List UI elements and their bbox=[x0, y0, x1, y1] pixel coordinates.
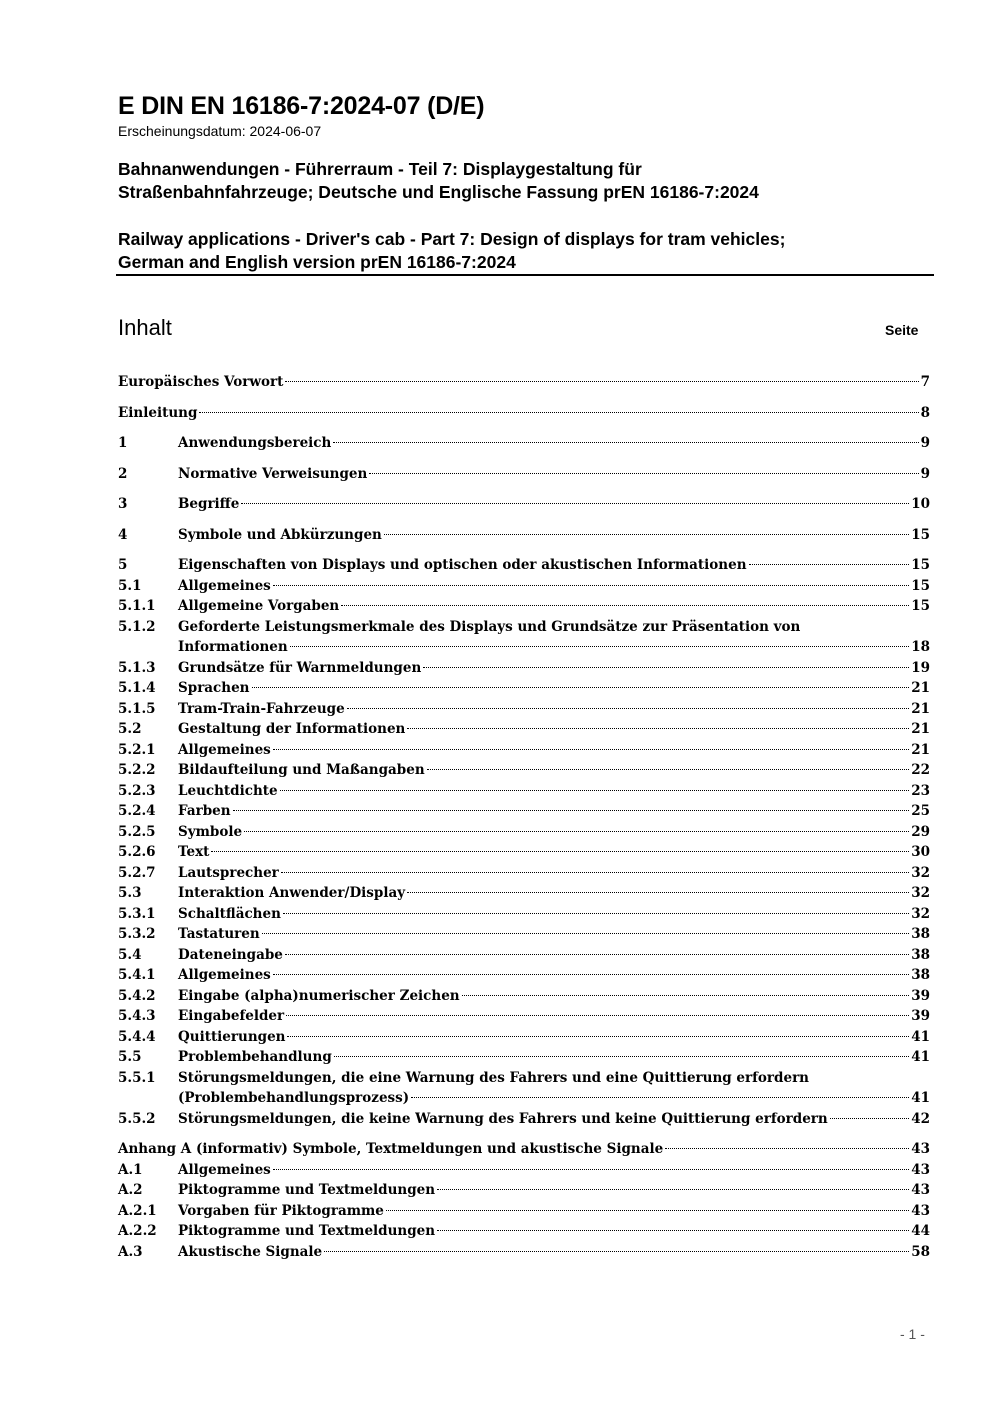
toc-entry-number: A.2 bbox=[118, 1182, 143, 1198]
toc-dot-leader bbox=[286, 1015, 909, 1016]
title-divider bbox=[116, 274, 934, 276]
toc-entry-number: 5.2.1 bbox=[118, 741, 156, 758]
toc-dot-leader bbox=[665, 1148, 909, 1149]
toc-entry-page: 43 bbox=[911, 1141, 930, 1157]
title-english-line-2: German and English version prEN 16186-7:2024 bbox=[118, 252, 516, 272]
toc-entry-number: 3 bbox=[118, 496, 128, 512]
toc-entry-page: 15 bbox=[911, 577, 930, 594]
toc-dot-leader bbox=[290, 646, 910, 647]
toc-entry-page: 21 bbox=[911, 680, 930, 696]
toc-entry-page: 9 bbox=[920, 465, 930, 482]
toc-dot-leader bbox=[407, 728, 909, 729]
toc-entry-label: Piktogramme und Textmeldungen bbox=[178, 1223, 436, 1239]
toc-entry-label: Störungsmeldungen, die keine Warnung des Fahrers und keine Quittierung erfordern bbox=[178, 1110, 828, 1127]
toc-entry-number: A.1 bbox=[118, 1161, 143, 1178]
toc-dot-leader bbox=[749, 564, 910, 565]
table-of-contents bbox=[118, 372, 930, 1262]
toc-entry-number: 5.5.1 bbox=[118, 1069, 156, 1086]
toc-entry-label: Text bbox=[178, 844, 210, 860]
title-english-line-1: Railway applications - Driver's cab - Part 7: Design of displays for tram vehicles; bbox=[118, 229, 786, 249]
toc-entry-label: Dateneingabe bbox=[178, 946, 283, 963]
toc-entry[interactable] bbox=[118, 433, 930, 454]
toc-entry[interactable] bbox=[118, 945, 930, 966]
toc-dot-leader bbox=[273, 974, 909, 975]
toc-entry-page: 41 bbox=[911, 1049, 930, 1065]
toc-dot-leader bbox=[333, 442, 918, 443]
toc-dot-leader bbox=[347, 708, 910, 709]
toc-entry[interactable] bbox=[118, 1201, 930, 1222]
toc-entry-page: 21 bbox=[911, 700, 930, 717]
page-number: - 1 - bbox=[900, 1326, 925, 1342]
toc-entry-page: 18 bbox=[911, 639, 930, 655]
toc-entry[interactable] bbox=[118, 1068, 930, 1109]
toc-dot-leader bbox=[285, 954, 909, 955]
toc-entry-page: 38 bbox=[911, 926, 930, 942]
toc-dot-leader bbox=[830, 1118, 909, 1119]
toc-entry-page: 39 bbox=[911, 987, 930, 1004]
toc-entry-number: 5.3 bbox=[118, 885, 142, 901]
toc-entry-number: 5.1.1 bbox=[118, 598, 156, 614]
toc-entry[interactable] bbox=[118, 1242, 930, 1263]
toc-entry-number: 5.1.2 bbox=[118, 618, 156, 635]
toc-entry[interactable] bbox=[118, 1109, 930, 1130]
toc-dot-leader bbox=[283, 913, 909, 914]
toc-entry-label: Schaltflächen bbox=[178, 905, 281, 922]
toc-entry-number: 5 bbox=[118, 557, 128, 573]
title-english bbox=[118, 228, 918, 274]
toc-entry-page: 43 bbox=[911, 1182, 930, 1198]
toc-entry[interactable] bbox=[118, 1027, 930, 1048]
toc-entry-number: A.2.2 bbox=[118, 1223, 157, 1239]
toc-entry-number: 5.4 bbox=[118, 946, 142, 963]
toc-page-column-label: Seite bbox=[885, 322, 919, 338]
toc-entry[interactable] bbox=[118, 822, 930, 843]
toc-entry-number: A.3 bbox=[118, 1243, 143, 1260]
toc-entry-number: 5.2.3 bbox=[118, 782, 156, 799]
toc-entry-page: 9 bbox=[920, 435, 930, 451]
toc-dot-leader bbox=[287, 1036, 909, 1037]
title-german bbox=[118, 158, 918, 204]
toc-entry-label: Eingabefelder bbox=[178, 1008, 285, 1024]
toc-entry-label-continued: (Problembehandlungsprozess) bbox=[178, 1090, 410, 1106]
toc-entry-number: 5.5 bbox=[118, 1049, 142, 1065]
toc-dot-leader bbox=[241, 503, 909, 504]
toc-entry-page: 21 bbox=[911, 741, 930, 758]
toc-entry-page: 32 bbox=[911, 885, 930, 901]
title-german-line-2: Straßenbahnfahrzeuge; Deutsche und Englische Fassung prEN 16186-7:2024 bbox=[118, 182, 759, 202]
toc-entry-page: 23 bbox=[911, 782, 930, 799]
toc-entry-page: 15 bbox=[911, 598, 930, 614]
toc-entry[interactable] bbox=[118, 965, 930, 986]
toc-entry[interactable] bbox=[118, 678, 930, 699]
toc-entry-page: 58 bbox=[911, 1243, 930, 1260]
toc-entry-label: Störungsmeldungen, die eine Warnung des Fahrers und eine Quittierung erfordern bbox=[178, 1069, 809, 1086]
toc-dot-leader bbox=[423, 667, 909, 668]
toc-dot-leader bbox=[462, 995, 910, 996]
toc-entry[interactable] bbox=[118, 781, 930, 802]
toc-entry-number: 5.4.2 bbox=[118, 987, 156, 1004]
toc-entry[interactable] bbox=[118, 1139, 930, 1160]
toc-entry[interactable] bbox=[118, 719, 930, 740]
toc-dot-leader bbox=[386, 1210, 909, 1211]
toc-entry-number: 5.3.1 bbox=[118, 905, 156, 922]
toc-dot-leader bbox=[262, 933, 910, 934]
toc-dot-leader bbox=[427, 769, 910, 770]
toc-entry-label: Allgemeine Vorgaben bbox=[178, 598, 340, 614]
toc-dot-leader bbox=[273, 1169, 909, 1170]
toc-heading: Inhalt bbox=[118, 315, 172, 340]
toc-entry[interactable] bbox=[118, 1047, 930, 1068]
toc-entry-label: Gestaltung der Informationen bbox=[178, 721, 406, 737]
toc-entry[interactable] bbox=[118, 924, 930, 945]
toc-entry[interactable] bbox=[118, 1160, 930, 1181]
toc-entry-label: Farben bbox=[178, 803, 231, 819]
toc-entry-page: 32 bbox=[911, 905, 930, 922]
toc-dot-leader bbox=[407, 892, 909, 893]
toc-entry-page: 22 bbox=[911, 762, 930, 778]
toc-dot-leader bbox=[280, 790, 910, 791]
toc-entry-number: 5.3.2 bbox=[118, 926, 156, 942]
toc-entry-page: 19 bbox=[911, 659, 930, 676]
toc-entry-label: Interaktion Anwender/Display bbox=[178, 885, 406, 901]
toc-entry-label: Vorgaben für Piktogramme bbox=[178, 1202, 384, 1219]
document-id: E DIN EN 16186-7:2024-07 (D/E) bbox=[118, 92, 485, 120]
toc-entry[interactable] bbox=[118, 842, 930, 863]
toc-entry-page: 29 bbox=[911, 823, 930, 840]
toc-dot-leader bbox=[233, 810, 910, 811]
toc-entry-number: 5.2.4 bbox=[118, 803, 156, 819]
toc-entry[interactable] bbox=[118, 403, 930, 424]
toc-entry-number: 5.2 bbox=[118, 721, 142, 737]
toc-dot-leader bbox=[199, 412, 918, 413]
toc-dot-leader bbox=[252, 687, 910, 688]
toc-entry-label: Grundsätze für Warnmeldungen bbox=[178, 659, 422, 676]
toc-entry[interactable] bbox=[118, 596, 930, 617]
toc-entry[interactable] bbox=[118, 883, 930, 904]
toc-entry-page: 15 bbox=[911, 526, 930, 543]
toc-dot-leader bbox=[384, 534, 909, 535]
toc-entry-number: 2 bbox=[118, 465, 128, 482]
toc-entry-label: Leuchtdichte bbox=[178, 782, 278, 799]
toc-entry[interactable] bbox=[118, 555, 930, 576]
toc-entry-label: Anhang A (informativ) Symbole, Textmeldungen und akustische Signale bbox=[118, 1141, 664, 1157]
toc-entry-label: Eingabe (alpha)numerischer Zeichen bbox=[178, 987, 460, 1004]
toc-entry-label: Quittierungen bbox=[178, 1028, 286, 1045]
publication-date: Erscheinungsdatum: 2024-06-07 bbox=[118, 123, 322, 139]
toc-entry-label: Lautsprecher bbox=[178, 864, 279, 881]
toc-entry-page: 38 bbox=[911, 967, 930, 983]
toc-entry-number: 5.2.2 bbox=[118, 762, 156, 778]
toc-entry[interactable] bbox=[118, 525, 930, 546]
title-german-line-1: Bahnanwendungen - Führerraum - Teil 7: Displaygestaltung für bbox=[118, 159, 642, 179]
toc-entry-page: 25 bbox=[911, 803, 930, 819]
toc-entry-page: 39 bbox=[911, 1008, 930, 1024]
toc-entry-label: Begriffe bbox=[178, 496, 240, 512]
toc-entry-number: 5.4.1 bbox=[118, 967, 156, 983]
toc-entry-page: 41 bbox=[911, 1028, 930, 1045]
toc-entry-page: 8 bbox=[920, 404, 930, 421]
toc-entry[interactable] bbox=[118, 986, 930, 1007]
toc-entry-label: Einleitung bbox=[118, 404, 198, 421]
toc-entry[interactable] bbox=[118, 372, 930, 393]
toc-entry-label: Allgemeines bbox=[178, 967, 271, 983]
toc-dot-leader bbox=[341, 605, 909, 606]
toc-entry-label: Sprachen bbox=[178, 680, 250, 696]
toc-entry-number: 5.2.6 bbox=[118, 844, 156, 860]
toc-entry-label: Akustische Signale bbox=[178, 1243, 323, 1260]
toc-entry[interactable] bbox=[118, 863, 930, 884]
toc-entry-number: 4 bbox=[118, 526, 128, 543]
toc-dot-leader bbox=[273, 749, 909, 750]
toc-dot-leader bbox=[437, 1230, 909, 1231]
toc-entry-number: 1 bbox=[118, 435, 128, 451]
toc-dot-leader bbox=[273, 585, 909, 586]
toc-entry-page: 44 bbox=[911, 1223, 930, 1239]
toc-entry-number: 5.1.4 bbox=[118, 680, 156, 696]
toc-dot-leader bbox=[437, 1189, 909, 1190]
toc-entry-number: 5.1.3 bbox=[118, 659, 156, 676]
toc-dot-leader bbox=[211, 851, 909, 852]
toc-entry-page: 42 bbox=[911, 1110, 930, 1127]
toc-entry-label: Piktogramme und Textmeldungen bbox=[178, 1182, 436, 1198]
toc-entry[interactable] bbox=[118, 1221, 930, 1242]
toc-entry[interactable] bbox=[118, 740, 930, 761]
toc-entry-page: 43 bbox=[911, 1161, 930, 1178]
toc-entry-number: 5.1 bbox=[118, 577, 142, 594]
toc-dot-leader bbox=[281, 872, 909, 873]
toc-entry-label: Symbole bbox=[178, 823, 243, 840]
toc-entry-label: Tastaturen bbox=[178, 926, 260, 942]
toc-entry[interactable] bbox=[118, 760, 930, 781]
toc-dot-leader bbox=[411, 1097, 909, 1098]
toc-entry-page: 15 bbox=[911, 557, 930, 573]
toc-entry[interactable] bbox=[118, 494, 930, 515]
toc-entry[interactable] bbox=[118, 1180, 930, 1201]
toc-entry-number: 5.2.5 bbox=[118, 823, 156, 840]
toc-entry-number: 5.2.7 bbox=[118, 864, 156, 881]
toc-entry-number: 5.4.3 bbox=[118, 1008, 156, 1024]
toc-entry[interactable] bbox=[118, 904, 930, 925]
toc-entry[interactable] bbox=[118, 658, 930, 679]
toc-entry-page: 41 bbox=[911, 1090, 930, 1106]
toc-entry-page: 30 bbox=[911, 844, 930, 860]
toc-entry-number: A.2.1 bbox=[118, 1202, 157, 1219]
toc-entry-label: Symbole und Abkürzungen bbox=[178, 526, 382, 543]
toc-entry-label: Allgemeines bbox=[178, 741, 271, 758]
toc-dot-leader bbox=[285, 381, 918, 382]
toc-entry-label-continued: Informationen bbox=[178, 639, 288, 655]
toc-entry-label: Tram-Train-Fahrzeuge bbox=[178, 700, 345, 717]
toc-entry[interactable] bbox=[118, 576, 930, 597]
toc-entry-label: Europäisches Vorwort bbox=[118, 374, 284, 390]
toc-entry-page: 43 bbox=[911, 1202, 930, 1219]
toc-entry-label: Problembehandlung bbox=[178, 1049, 332, 1065]
toc-entry-page: 38 bbox=[911, 946, 930, 963]
toc-entry-page: 32 bbox=[911, 864, 930, 881]
toc-entry-page: 10 bbox=[911, 496, 930, 512]
toc-entry-label: Eigenschaften von Displays und optischen oder akustischen Informationen bbox=[178, 557, 747, 573]
toc-entry-label: Geforderte Leistungsmerkmale des Displays und Grundsätze zur Präsentation von bbox=[178, 618, 801, 635]
toc-entry-number: 5.4.4 bbox=[118, 1028, 156, 1045]
toc-entry-number: 5.1.5 bbox=[118, 700, 156, 717]
toc-entry-label: Normative Verweisungen bbox=[178, 465, 368, 482]
toc-entry-page: 7 bbox=[920, 374, 930, 390]
toc-entry-label: Anwendungsbereich bbox=[178, 435, 332, 451]
toc-dot-leader bbox=[324, 1251, 909, 1252]
toc-entry[interactable] bbox=[118, 464, 930, 485]
toc-entry[interactable] bbox=[118, 699, 930, 720]
toc-entry-page: 21 bbox=[911, 721, 930, 737]
toc-entry-label: Allgemeines bbox=[178, 577, 271, 594]
toc-entry[interactable] bbox=[118, 801, 930, 822]
toc-dot-leader bbox=[334, 1056, 909, 1057]
toc-entry-label: Bildaufteilung und Maßangaben bbox=[178, 762, 425, 778]
toc-entry[interactable] bbox=[118, 617, 930, 658]
toc-dot-leader bbox=[244, 831, 909, 832]
toc-entry-number: 5.5.2 bbox=[118, 1110, 156, 1127]
toc-entry-label: Allgemeines bbox=[178, 1161, 271, 1178]
toc-entry[interactable] bbox=[118, 1006, 930, 1027]
toc-dot-leader bbox=[369, 473, 918, 474]
